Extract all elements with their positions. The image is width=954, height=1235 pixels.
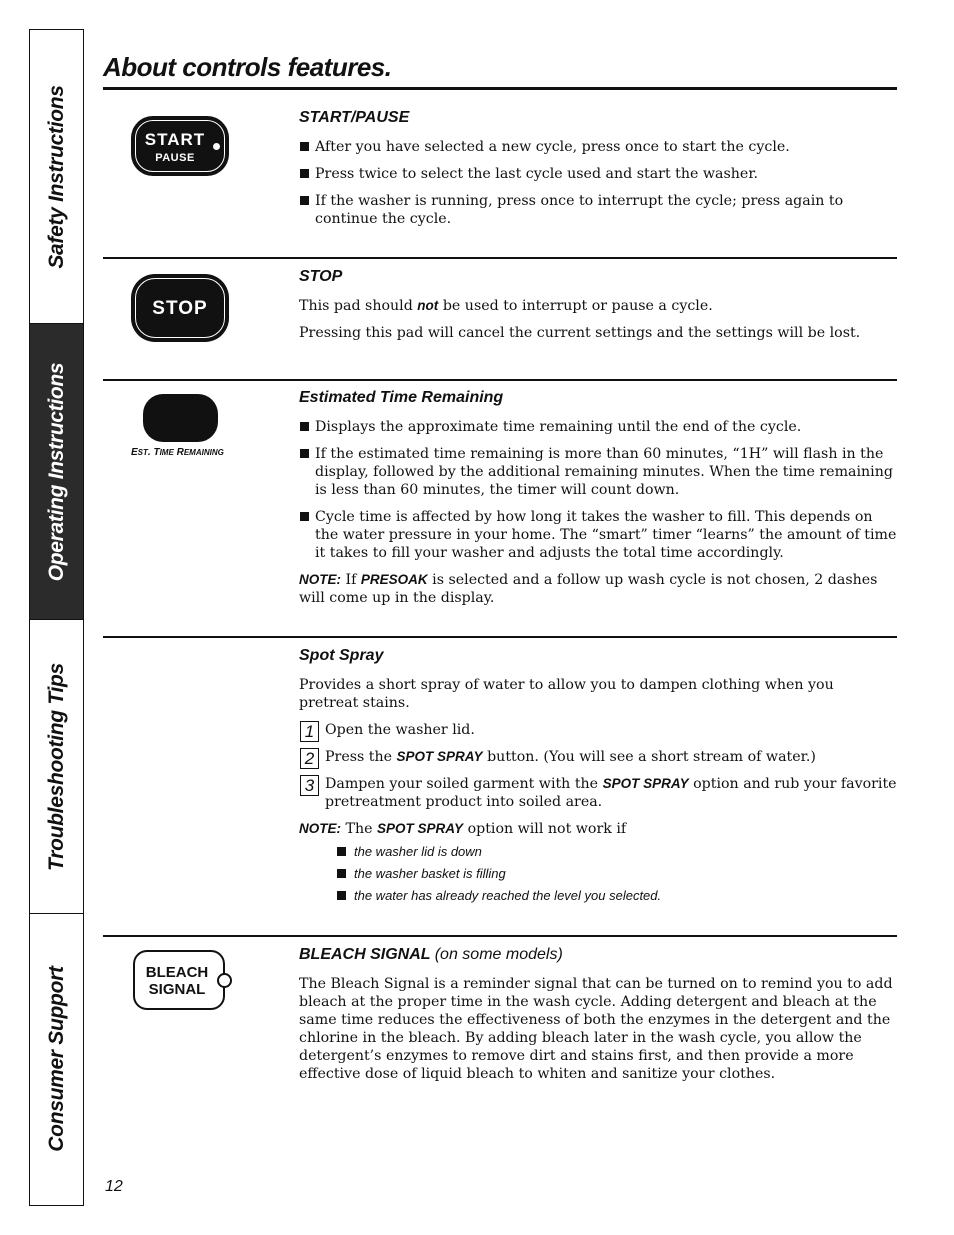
section-heading: Spot Spray — [299, 647, 384, 664]
bleach-signal-section — [299, 945, 897, 1092]
step-item: 1 Open the washer lid. — [299, 721, 897, 739]
est-time-pad-label: EST. TIME REMAINING — [131, 447, 224, 458]
pad-label-pause: PAUSE — [155, 152, 195, 164]
step-number: 2 — [300, 748, 319, 769]
stop-pad-icon — [131, 274, 229, 342]
presoak-keyword: PRESOAK — [360, 572, 428, 587]
pad-label-stop: STOP — [152, 298, 208, 319]
section-divider — [103, 257, 897, 259]
page-title: About controls features. — [103, 52, 392, 82]
spot-spray-keyword: SPOT SPRAY — [377, 821, 464, 836]
indicator-light-icon — [217, 973, 232, 988]
tab-safety-instructions[interactable] — [30, 30, 83, 324]
step-number: 3 — [300, 775, 319, 796]
step-item: 3 Dampen your soiled garment with the SPOT SPRAY option and rub your favorite pretreatment product into soiled area. — [299, 775, 897, 811]
bullet-item: If the washer is running, press once to interrupt the cycle; press again to continue the cycle. — [299, 192, 897, 228]
section-heading: Estimated Time Remaining — [299, 389, 504, 406]
bullet-item: Displays the approximate time remaining until the end of the cycle. — [299, 418, 897, 436]
section-divider — [103, 379, 897, 381]
spot-spray-keyword: SPOT SPRAY — [602, 776, 689, 791]
title-rule — [103, 87, 897, 90]
tab-label: Safety Instructions — [44, 84, 68, 269]
tab-consumer-support[interactable] — [30, 914, 83, 1204]
step-item: 2 Press the SPOT SPRAY button. (You will see a short stream of water.) — [299, 748, 897, 766]
sidebar-tabs — [29, 29, 84, 1206]
condition-item: the water has already reached the level you selected. — [336, 887, 897, 905]
bullet-item: Cycle time is affected by how long it takes the washer to fill. This depends on the water pressure in your home. The “smart” timer “learns” the amount of time it takes to fill your washer and adjusts the total time accordingly. — [299, 508, 897, 562]
stop-cancel-text: Pressing this pad will cancel the current settings and the settings will be lost. — [299, 325, 861, 341]
tab-label: Troubleshooting Tips — [44, 662, 68, 871]
page-number: 12 — [105, 1178, 123, 1195]
bleach-signal-body: The Bleach Signal is a reminder signal that can be turned on to remind you to add bleach at the proper time in the wash cycle. Adding detergent and bleach at the same time reduces the effectiveness of both the enzymes in the detergent and the chlorine in the bleach. By adding bleach later in the wash cycle, you allow the detergent’s enzymes to remove dirt and stains first, and then provide a more effective dose of liquid bleach to whiten and sanitize your clothes. — [299, 976, 893, 1082]
condition-item: the washer basket is filling — [336, 865, 897, 883]
emphasis-not: not — [417, 298, 439, 313]
tab-troubleshooting-tips[interactable] — [30, 620, 83, 914]
tab-operating-instructions[interactable] — [30, 324, 83, 620]
indicator-light-icon — [213, 143, 220, 150]
tab-label: Consumer Support — [44, 966, 68, 1152]
start-pause-section — [299, 108, 897, 237]
presoak-note: NOTE: If PRESOAK is selected and a follow up wash cycle is not chosen, 2 dashes will come up in the display. — [299, 572, 878, 606]
spot-spray-intro: Provides a short spray of water to allow you to dampen clothing when you pretreat stains. — [299, 677, 834, 711]
section-heading: START/PAUSE — [299, 109, 410, 126]
tab-label: Operating Instructions — [44, 362, 68, 581]
pad-label-start: START — [144, 130, 206, 149]
spot-spray-keyword: SPOT SPRAY — [396, 749, 483, 764]
bleach-signal-pad-icon — [133, 950, 225, 1010]
step-number: 1 — [300, 721, 319, 742]
heading-note: (on some models) — [434, 946, 563, 963]
section-divider — [103, 636, 897, 638]
bullet-item: Press twice to select the last cycle used and start the washer. — [299, 165, 897, 183]
est-time-section — [299, 388, 897, 616]
section-heading: STOP — [299, 268, 343, 285]
spot-spray-section — [299, 646, 897, 909]
spot-spray-note: NOTE: The SPOT SPRAY option will not work if — [299, 821, 627, 837]
start-pause-pad-icon — [131, 116, 229, 176]
est-time-display-icon — [143, 394, 218, 442]
bullet-item: After you have selected a new cycle, press once to start the cycle. — [299, 138, 897, 156]
note-label: NOTE: — [299, 572, 341, 587]
note-label: NOTE: — [299, 821, 341, 836]
section-divider — [103, 935, 897, 937]
bullet-item: If the estimated time remaining is more than 60 minutes, “1H” will flash in the display, followed by the additional remaining minutes. When the time remaining is less than 60 minutes, the timer will count down. — [299, 445, 897, 499]
stop-warning-text: This pad should not be used to interrupt or pause a cycle. — [299, 298, 713, 314]
condition-item: the washer lid is down — [336, 843, 897, 861]
stop-section — [299, 267, 897, 351]
section-heading: BLEACH SIGNAL (on some models) — [299, 946, 563, 963]
pad-label: BLEACH SIGNAL — [145, 964, 209, 998]
